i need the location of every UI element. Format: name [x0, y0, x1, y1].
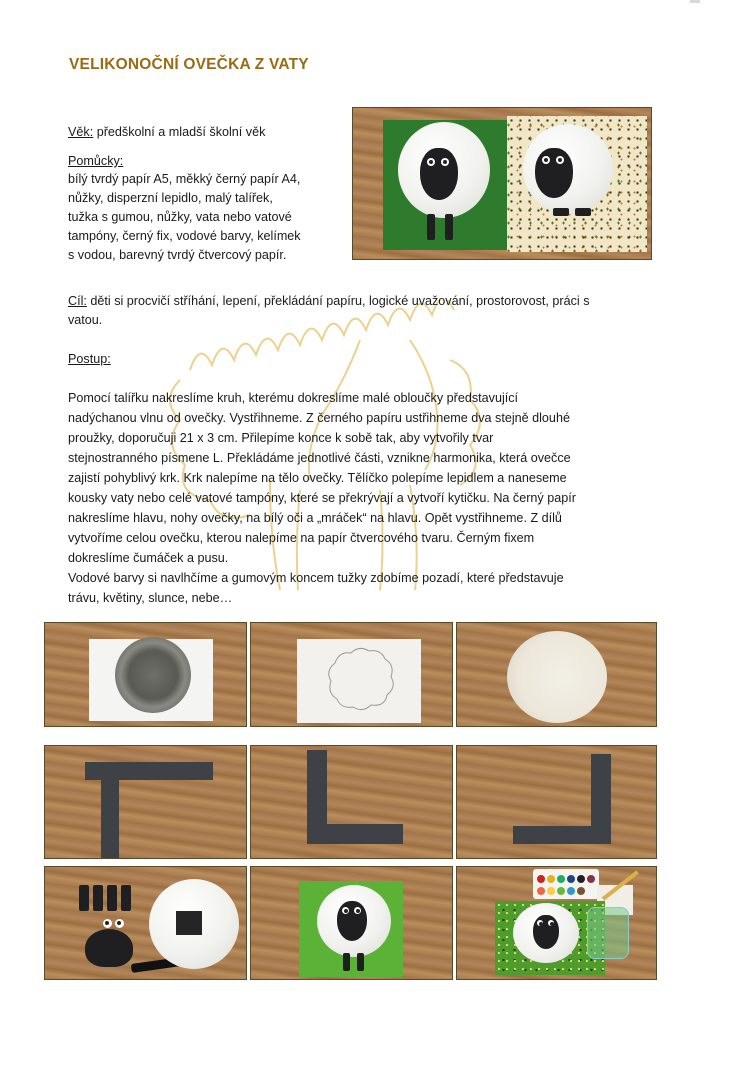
goal-line-2: vatou. — [68, 313, 103, 327]
black-strip — [307, 824, 403, 844]
sheep-head — [420, 148, 458, 200]
sheep-leg — [553, 208, 569, 216]
black-strip — [513, 826, 611, 844]
sheep-eye — [103, 919, 112, 928]
step-photo-traced-circle — [250, 622, 453, 727]
sheep-eye — [342, 907, 349, 914]
procedure-line: nadýchanou vlnu od ovečky. Vystřihneme. Z černého papíru ustřihneme dva stejně dlouhé — [68, 411, 570, 425]
step-photo-sheep-on-card — [250, 866, 453, 980]
sheep-head — [337, 901, 367, 941]
neck-harmonica — [176, 911, 202, 935]
sheep-eye — [556, 156, 564, 164]
page-corner-mark — [690, 0, 700, 3]
sheep-head — [85, 929, 133, 967]
goal-line — [68, 292, 590, 310]
sheep-eye — [427, 158, 435, 166]
black-strip — [101, 762, 119, 858]
sheep-leg — [93, 885, 103, 911]
tools-line: bílý tvrdý papír A5, měkký černý papír A4, — [68, 172, 301, 186]
sheep-leg — [575, 208, 591, 216]
sheep-eye — [115, 919, 124, 928]
sheep-leg — [107, 885, 117, 911]
procedure-line: Pomocí talířku nakreslíme kruh, kterému dokreslíme malé obloučky představující — [68, 391, 519, 405]
step-photo-cut-circle — [456, 622, 657, 727]
step-photo-l-strips — [44, 745, 247, 859]
sheep-eye — [537, 920, 543, 926]
tools-line: nůžky, disperzní lepidlo, malý talířek, — [68, 191, 273, 205]
procedure-label: Postup: — [68, 352, 111, 366]
sheep-head — [535, 148, 573, 198]
step-photo-l-strips-folded — [250, 745, 453, 859]
age-text: předškolní a mladší školní věk — [93, 125, 266, 139]
procedure-line: trávu, květiny, slunce, nebe… — [68, 591, 233, 605]
goal-text: děti si procvičí stříhání, lepení, překládání papíru, logické uvažování, prostorovost, práci s — [86, 294, 590, 308]
sheep-leg — [121, 885, 131, 911]
tools-line: tampóny, černý fix, vodové barvy, kelímek — [68, 229, 301, 243]
step-photo-painting-background — [456, 866, 657, 980]
sheep-eye — [542, 156, 550, 164]
step-photo-sheep-parts — [44, 866, 247, 980]
watercolor-palette — [533, 869, 599, 899]
goal-label: Cíl: — [68, 294, 87, 308]
tools-label: Pomůcky: — [68, 154, 124, 168]
procedure-line: nakreslíme hlavu, nohy ovečky, na bílý oči a „mráček“ na hlavu. Opět vystřihneme. Z dílů — [68, 511, 562, 525]
age-label: Věk: — [68, 125, 94, 139]
sheep-leg — [445, 214, 453, 240]
hero-photo-finished-sheep — [352, 107, 652, 260]
cut-paper-circle — [507, 631, 607, 723]
procedure-line: proužky, doporučuji 21 x 3 cm. Přilepíme konce k sobě tak, aby vytvořily tvar — [68, 431, 494, 445]
sheep-leg — [357, 953, 364, 971]
pencil-outline — [311, 641, 411, 721]
procedure-line: zajistí pohyblivý krk. Krk nalepíme na tělo ovečky. Tělíčko polepíme lepidlem a naneseme — [68, 471, 567, 485]
sheep-eye — [441, 158, 449, 166]
procedure-line: dokreslíme čumáček a pusu. — [68, 551, 229, 565]
sheep-eye — [548, 920, 554, 926]
procedure-line: stejnostranného písmene L. Překládáme jednotlivé části, vznikne harmonika, která ovečce — [68, 451, 571, 465]
sheep-leg — [79, 885, 89, 911]
water-cup — [587, 907, 629, 959]
tools-line: tužka s gumou, nůžky, vata nebo vatové — [68, 210, 292, 224]
sheep-leg — [343, 953, 350, 971]
procedure-line: kousky vaty nebo celé vatové tampóny, které se překrývají a vytvoří kytičku. Na černý papír — [68, 491, 576, 505]
procedure-line: Vodové barvy si navlhčíme a gumovým koncem tužky zdobíme pozadí, které představuje — [68, 571, 564, 585]
plate — [115, 637, 191, 713]
step-photo-plate-on-paper — [44, 622, 247, 727]
page-title: VELIKONOČNÍ OVEČKA Z VATY — [69, 56, 309, 73]
sheep-leg — [427, 214, 435, 240]
age-line — [68, 123, 265, 141]
sheep-eye — [354, 907, 361, 914]
tools-line: s vodou, barevný tvrdý čtvercový papír. — [68, 248, 287, 262]
step-photo-harmonica — [456, 745, 657, 859]
procedure-line: vytvoříme celou ovečku, kterou nalepíme na papír čtvercového tvaru. Černým fixem — [68, 531, 535, 545]
